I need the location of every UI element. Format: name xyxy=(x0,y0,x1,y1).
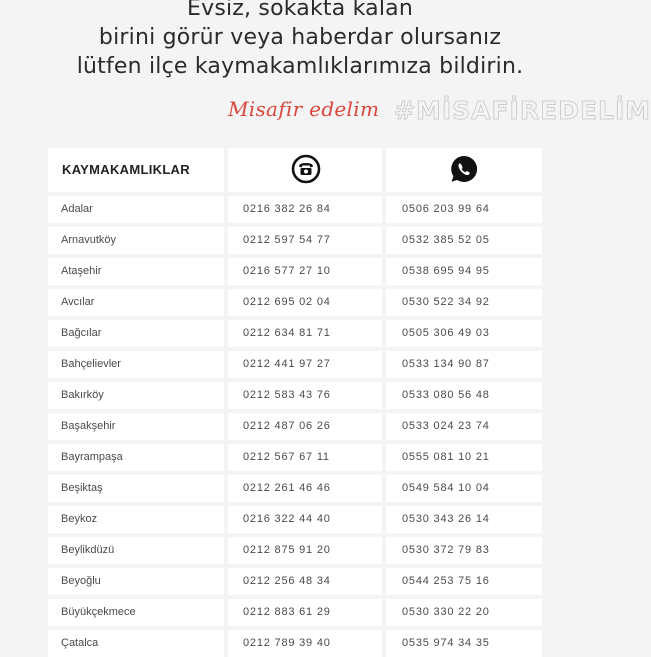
table-row xyxy=(48,599,542,626)
hashtag-bar xyxy=(0,95,651,131)
mobile-cell: 0505 306 49 03 xyxy=(386,320,542,347)
mobile-cell: 0538 695 94 95 xyxy=(386,258,542,285)
phone-cell: 0216 382 26 84 xyxy=(228,196,382,223)
table-row xyxy=(48,568,542,595)
phone-cell: 0212 634 81 71 xyxy=(228,320,382,347)
mobile-cell: 0544 253 75 16 xyxy=(386,568,542,595)
table-row xyxy=(48,351,542,378)
hashtag-script: Misafir edelim xyxy=(228,97,380,121)
district-cell: Bayrampaşa xyxy=(48,444,224,471)
district-cell: Avcılar xyxy=(48,289,224,316)
district-contact-table xyxy=(48,148,542,649)
phone-cell: 0212 583 43 76 xyxy=(228,382,382,409)
whatsapp-icon xyxy=(449,154,479,184)
mobile-cell: 0530 522 34 92 xyxy=(386,289,542,316)
table-row xyxy=(48,506,542,533)
district-cell: Beşiktaş xyxy=(48,475,224,502)
mobile-cell: 0506 203 99 64 xyxy=(386,196,542,223)
table-row xyxy=(48,630,542,657)
table-row xyxy=(48,227,542,254)
headline xyxy=(0,0,600,81)
mobile-cell: 0533 134 90 87 xyxy=(386,351,542,378)
district-cell: Adalar xyxy=(48,196,224,223)
mobile-cell: 0533 024 23 74 xyxy=(386,413,542,440)
phone-cell: 0212 789 39 40 xyxy=(228,630,382,657)
phone-cell: 0212 695 02 04 xyxy=(228,289,382,316)
district-cell: Arnavutköy xyxy=(48,227,224,254)
phone-cell: 0216 577 27 10 xyxy=(228,258,382,285)
district-cell: Bağcılar xyxy=(48,320,224,347)
district-cell: Ataşehir xyxy=(48,258,224,285)
hashtag-outline: #MİSAFİREDELİM xyxy=(394,96,651,125)
table-row xyxy=(48,258,542,285)
mobile-cell: 0555 081 10 21 xyxy=(386,444,542,471)
telephone-icon xyxy=(291,154,321,184)
district-cell: Bahçelievler xyxy=(48,351,224,378)
phone-cell: 0212 883 61 29 xyxy=(228,599,382,626)
table-row xyxy=(48,475,542,502)
table-row xyxy=(48,289,542,316)
phone-cell: 0216 322 44 40 xyxy=(228,506,382,533)
table-row xyxy=(48,413,542,440)
header-title: KAYMAKAMLIKLAR xyxy=(62,162,190,177)
district-cell: Beyoğlu xyxy=(48,568,224,595)
headline-line-3: lütfen ilçe kaymakamlıklarımıza bildirin. xyxy=(76,54,524,79)
headline-line-1: Evsiz, sokakta kalan xyxy=(187,0,413,21)
phone-cell: 0212 597 54 77 xyxy=(228,227,382,254)
district-cell: Beykoz xyxy=(48,506,224,533)
mobile-cell: 0535 974 34 35 xyxy=(386,630,542,657)
table-row xyxy=(48,382,542,409)
phone-cell: 0212 487 06 26 xyxy=(228,413,382,440)
district-cell: Büyükçekmece xyxy=(48,599,224,626)
table-row xyxy=(48,537,542,564)
header-phone-column xyxy=(228,148,382,192)
mobile-cell: 0533 080 56 48 xyxy=(386,382,542,409)
district-cell: Beylikdüzü xyxy=(48,537,224,564)
mobile-cell: 0549 584 10 04 xyxy=(386,475,542,502)
header-district-column xyxy=(48,148,224,192)
district-cell: Bakırköy xyxy=(48,382,224,409)
phone-cell: 0212 567 67 11 xyxy=(228,444,382,471)
district-cell: Başakşehir xyxy=(48,413,224,440)
table-row xyxy=(48,444,542,471)
header-mobile-column xyxy=(386,148,542,192)
table-row xyxy=(48,196,542,223)
phone-cell: 0212 256 48 34 xyxy=(228,568,382,595)
phone-cell: 0212 261 46 46 xyxy=(228,475,382,502)
phone-cell: 0212 875 91 20 xyxy=(228,537,382,564)
mobile-cell: 0530 343 26 14 xyxy=(386,506,542,533)
mobile-cell: 0532 385 52 05 xyxy=(386,227,542,254)
phone-cell: 0212 441 97 27 xyxy=(228,351,382,378)
mobile-cell: 0530 372 79 83 xyxy=(386,537,542,564)
table-row xyxy=(48,320,542,347)
district-cell: Çatalca xyxy=(48,630,224,657)
mobile-cell: 0530 330 22 20 xyxy=(386,599,542,626)
headline-line-2: birini görür veya haberdar olursanız xyxy=(98,25,502,50)
